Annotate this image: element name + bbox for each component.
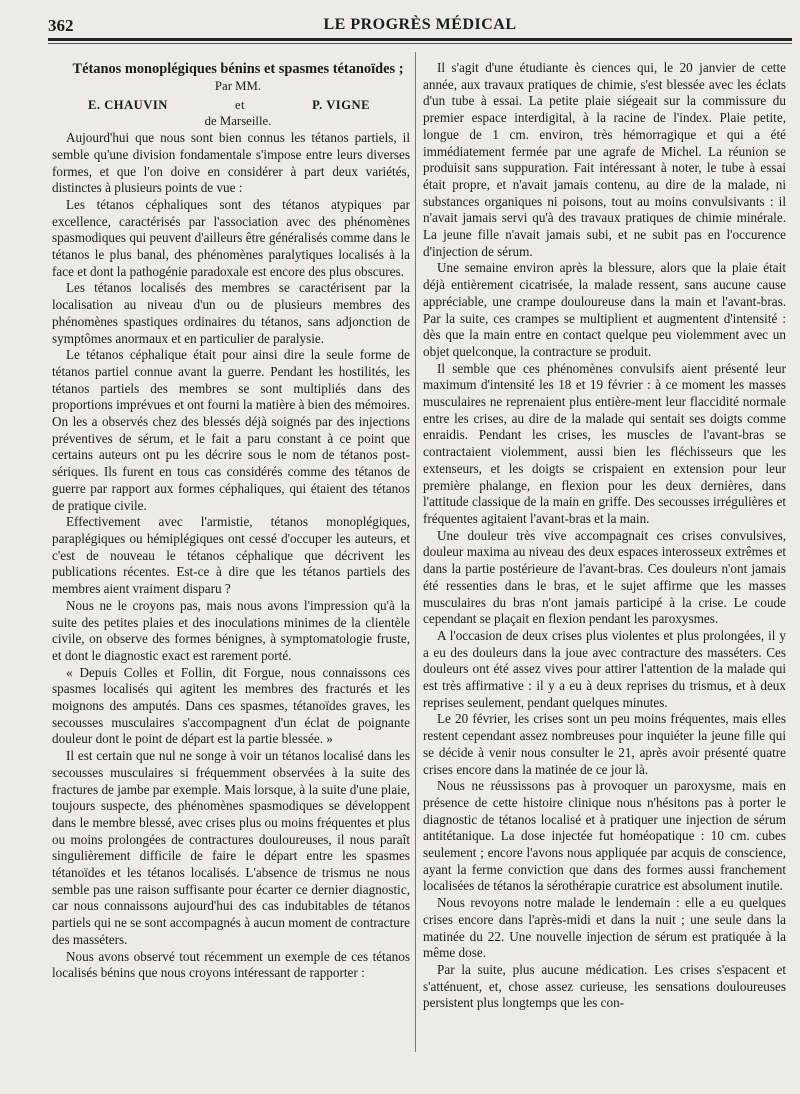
header-rule-thin: [48, 43, 792, 44]
paragraph: Aujourd'hui que nous sont bien connus les tétanos partiels, il semble qu'une division fondamentale s'impose entre leurs diverses formes, et que l'on doive en considérer à part deux variétés, distinctes à plusieurs points de vue :: [52, 130, 410, 196]
author-vigne: P. VIGNE: [312, 97, 370, 112]
paragraph: Il semble que ces phénomènes convulsifs aient présenté leur maximum d'intensité les 18 et 19 février : à ce moment les masses musculaires ne reprenaient plus entière-ment leur flaccidité normale entre les crises, au dire de la malade qui sentait ses doigts comme enraidis. Pendant les crises, les muscles de l'avant-bras se contractaient violemment, aussi bien les fléchisseurs que les extenseurs, et les doigts se crispaient en extension pour leur première phalange, en flexion pour les deux dernières, dans l'attitude classique de la main en griffe. Des secousses irrégulières et fréquentes agitaient l'avant-bras et la main.: [423, 360, 786, 526]
paragraph: Les tétanos céphaliques sont des tétanos atypiques par excellence, caractérisés par l'association avec des phénomènes spasmodiques qui peuvent d'ailleurs être généralisés comme dans le tétanos le plus banal, des phénomènes paralytiques localisés à la face et dont la pathogénie paradoxale est encore des plus obscures.: [52, 196, 410, 279]
paragraph: Nous avons observé tout récemment un exemple de ces tétanos localisés bénins que nous croyons intéressant de rapporter :: [52, 948, 410, 981]
paragraph: Par la suite, plus aucune médication. Les crises s'espacent et s'atténuent, et, chose assez curieuse, les sensations douloureuses persistent plus longtemps que les con-: [423, 961, 786, 1011]
paragraph: Nous ne le croyons pas, mais nous avons l'impression qu'à la suite des petites plaies et des inoculations minimes de la clientèle civile, on observe des formes bénignes, à symptomatologie fruste, et dont le diagnostic exact est rarement porté.: [52, 597, 410, 663]
paragraph: Nous ne réussissons pas à provoquer un paroxysme, mais en présence de cette histoire clinique nous n'hésitons pas à porter le diagnostic de tétanos localisé et à pratiquer une injection de sérum antitétanique. La dose injectée fut homéopatique : 10 cm. cubes seulement ; encore l'avons nous appliquée par acquis de conscience, ayant la ferme conviction que dans des formes aussi franchement localisées de tétanos la sérothérapie curatrice est absolument inutile.: [423, 778, 786, 894]
article-title: Tétanos monoplégiques bénins et spasmes tétanoïdes ;: [72, 61, 404, 77]
journal-title: LE PROGRÈS MÉDICAL: [323, 16, 517, 33]
author-conjunction: et: [234, 97, 246, 112]
paragraph: Nous revoyons notre malade le lendemain : elle a eu quelques crises encore dans l'après-midi et dans la nuit ; une seule dans la matinée du 22. Une nouvelle injection de sérum est pratiquée à la même dose.: [423, 895, 786, 961]
byline: Par MM.: [214, 79, 262, 93]
page-number: 362: [48, 16, 74, 35]
affiliation: de Marseille.: [204, 114, 272, 129]
paragraph: Effectivement avec l'armistie, tétanos monoplégiques, paraplégiques ou hémiplégiques ont cessé d'occuper les auteurs, et c'est de nouveau le tétanos céphalique que décrivent les publications récentes. Est-ce à dire que les tétanos partiels des membres aient vraiment disparu ?: [52, 514, 410, 597]
paragraph: Il s'agit d'une étudiante ès ciences qui, le 20 janvier de cette année, aux travaux pratiques de chimie, s'est blessée avec les éclats d'un tube à essai. La petite plaie siégeait sur la commissure du premier espace interdigital, à la racine de l'index. Plaie petite, longue de 1 cm. environ, très hémorragique et qui a été immédiatement fermée par une agrafe de Michel. La réunion se produisit sans suppuration. Fait intéressant à noter, le tube à essai était propre, et n'avait jamais contenu, au dire de la malade, ni substances organiques ni poisons, tout au moins convulsivants : il n'avait jamais servi qu'à des travaux pratiques de chimie minérale. La jeune fille n'avait jamais subi, et ne subit pas en l'occurence d'injection de sérum.: [423, 60, 786, 259]
paragraph: Une douleur très vive accompagnait ces crises convulsives, douleur maxima au niveau des deux espaces interosseux extrêmes et dans la partie postérieure de l'avant-bras. Ces douleurs n'ont jamais été ressenties dans le bras, et le sujet affirme que les masses musculaires du bras n'ont jamais participé à la crise. Le coude cependant se plaçait en flexion pendant les paroxysmes.: [423, 527, 786, 627]
header-rule-thick: [48, 38, 792, 41]
author-chauvin: E. CHAUVIN: [88, 97, 168, 112]
paragraph: Le 20 février, les crises sont un peu moins fréquentes, mais elles restent cependant assez nombreuses pour inquiéter la jeune fille qui se décide à venir nous consulter le 21, après avoir présenté quatre crises encore dans la matinée de ce jour là.: [423, 711, 786, 777]
column-divider: [415, 52, 416, 1052]
paragraph: A l'occasion de deux crises plus violentes et plus prolongées, il y a eu des douleurs dans la joue avec contracture des masséters. Ces douleurs ont été assez vives pour attirer l'attention de la malade qui est très affirmative : il y a eu à deux reprises du trismus, et à deux reprises seulement, pendant quelques minutes.: [423, 627, 786, 710]
paragraph: Le tétanos céphalique était pour ainsi dire la seule forme de tétanos partiel connue avant la guerre. Pendant les hostilités, les tétanos partiels des membres se sont multipliés dans des proportions imprévues et ont fourni la matière à bien des mémoires. On les a observés chez des blessés déjà soignés par des injections préventives de sérum, et le fait a paru constant à ce point que certains auteurs ont pu les décrire sous le nom de tétanos post-sériques. Ils furent en tous cas considérés comme des tétanos de guerre par rapport aux formes céphaliques, qui étaient des tétanos de pratique civile.: [52, 347, 410, 513]
authors: [52, 97, 410, 114]
paragraph: « Depuis Colles et Follin, dit Forgue, nous connaissons ces spasmes localisés qui agitent les membres des fracturés et les moignons des amputés. Dans ces spasmes, tétanoïdes graves, les secousses musculaires s'accompagnent d'un éclat de poignante douleur dont le point de départ est la partie blessée. »: [52, 664, 410, 747]
left-column: [52, 60, 410, 982]
paragraph: Il est certain que nul ne songe à voir un tétanos localisé dans les secousses musculaires si fréquemment observées à la suite des fractures de jambe par exemple. Mais lorsque, à la suite d'une plaie, toujours suspecte, des phénomènes spasmodiques se développent dans le membre blessé, avec crises plus ou moins fréquentes et plus ou moins prolongées de contractures douloureuses, il nous paraît singulièrement difficile de faire le départ entre les spasmes tétanoïdes et les tétanos localisés. L'absence de trismus ne nous semble pas une raison suffisante pour écarter ce dernier diagnostic, car nous connaissons aujourd'hui des cas indubitables de tétanos partiels qui ne se sont accompagnés à aucun moment de contracture des masséters.: [52, 748, 410, 947]
paragraph: Les tétanos localisés des membres se caractérisent par la localisation au niveau d'un ou de plusieurs membres des phénomènes spastiques ordinaires du tétanos, sans adjonction de symptômes anormaux et en particulier de paralysie.: [52, 280, 410, 346]
paragraph: Une semaine environ après la blessure, alors que la plaie était déjà entièrement cicatrisée, la malade ressent, sans aucune cause appréciable, une crampe douloureuse dans la main et l'avant-bras. Par la suite, ces crampes se multiplient et augmentent d'intensité : dès que la main entre en contact quelque peu violemment avec un objet quelconque, la contracture se produit.: [423, 260, 786, 359]
right-column: [423, 60, 786, 1012]
running-header: [48, 10, 792, 36]
